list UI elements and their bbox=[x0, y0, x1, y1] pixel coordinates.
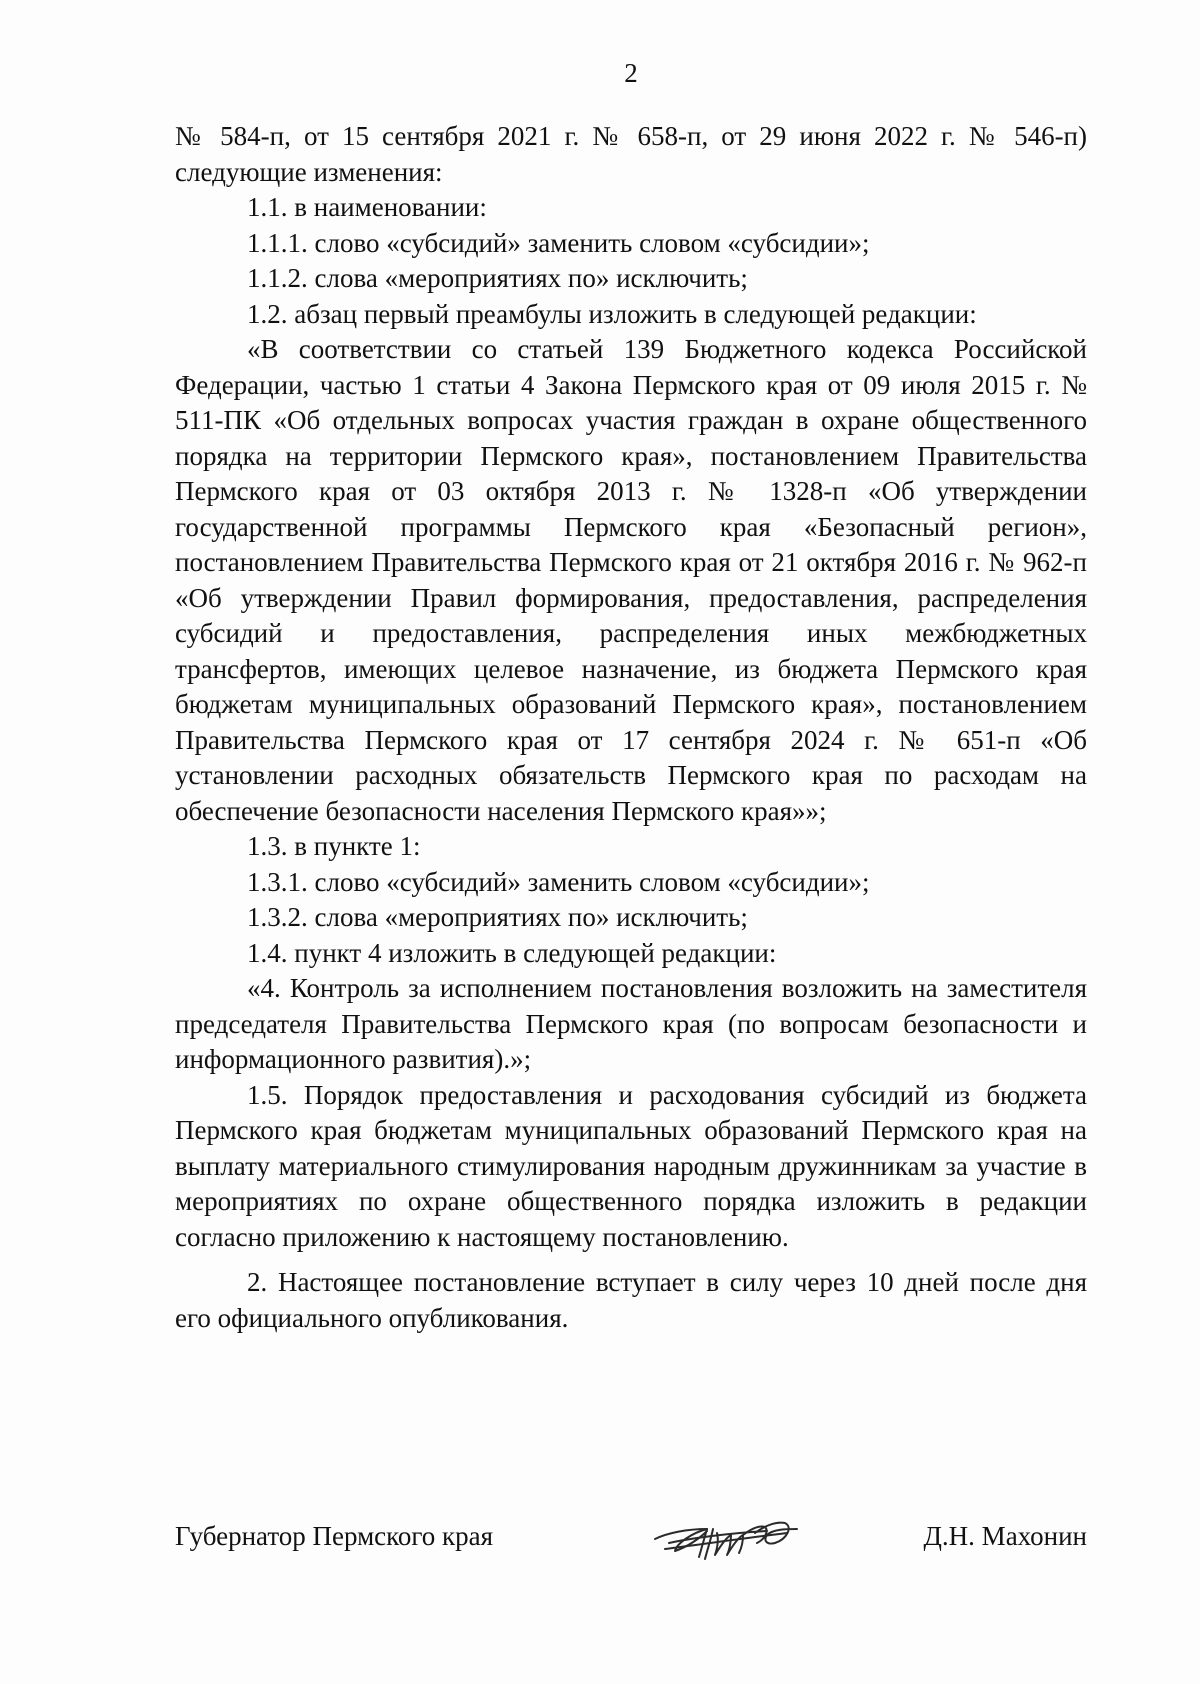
signatory-name: Д.Н. Махонин bbox=[923, 1521, 1087, 1551]
paragraph-1-1-1: 1.1.1. слово «субсидий» заменить словом «субсидии»; bbox=[247, 227, 870, 258]
paragraph-1-1-2: 1.1.2. слова «мероприятиях по» исключить; bbox=[247, 263, 748, 293]
document-body bbox=[175, 119, 1087, 1336]
paragraph-1-3: 1.3. в пункте 1: bbox=[247, 831, 421, 861]
paragraph-1-3-1: 1.3.1. слово «субсидий» заменить словом «субсидии»; bbox=[247, 866, 870, 897]
signatory-position: Губернатор Пермского края bbox=[175, 1521, 494, 1551]
paragraph-preamble-quote: «В соответствии со статьей 139 Бюджетного кодекса Российской Федерации, частью 1 статьи 4 Закона Пермского края от 09 июля 2015 г. № 511-ПК «Об отдельных вопросах участия граждан в охране общественного порядка на территории Пермского края», постановлением Правительства Пермского края от 03 октября 2013 г. № 1328-п «Об утверждении государственной программы Пермского края «Безопасный регион», постановлением Правительства Пермского края от 21 октября 2016 г. № 962-п «Об утверждении Правил формирования, предоставления, распределения субсидий и предоставления, распределения иных межбюджетных трансфертов, имеющих целевое назначение, из бюджета Пермского края бюджетам муниципальных образований Пермского края», постановлением Правительства Пермского края от 17 сентября 2024 г. № 651-п «Об установлении расходных обязательств Пермского края по расходам на обеспечение безопасности населения Пермского края»»; bbox=[175, 334, 1087, 826]
signature-block bbox=[175, 1515, 1087, 1575]
paragraph-1-2: 1.2. абзац первый преамбулы изложить в следующей редакции: bbox=[247, 298, 977, 329]
paragraph-1-5: 1.5. Порядок предоставления и расходования субсидий из бюджета Пермского края бюджетам муниципальных образований Пермского края на выплату материального стимулирования народным дружинникам за участие в мероприятиях по охране общественного порядка изложить в редакции согласно приложению к настоящему постановлению. bbox=[175, 1079, 1087, 1252]
page-number: 2 bbox=[624, 58, 638, 88]
paragraph-point-4-quote: «4. Контроль за исполнением постановления возложить на заместителя председателя Правительства Пермского края (по вопросам безопасности и информационного развития).»; bbox=[175, 973, 1087, 1074]
paragraph-1-1: 1.1. в наименовании: bbox=[247, 192, 487, 222]
handwritten-signature bbox=[647, 1499, 817, 1569]
paragraph-1-3-2: 1.3.2. слова «мероприятиях по» исключить; bbox=[247, 902, 748, 932]
paragraph-continuation: № 584-п, от 15 сентября 2021 г. № 658-п, от 29 июня 2022 г. № 546-п) следующие изменения: bbox=[175, 121, 1087, 187]
paragraph-2: 2. Настоящее постановление вступает в силу через 10 дней после дня его официального опубликования. bbox=[175, 1267, 1087, 1333]
paragraph-1-4: 1.4. пункт 4 изложить в следующей редакции: bbox=[247, 937, 777, 968]
